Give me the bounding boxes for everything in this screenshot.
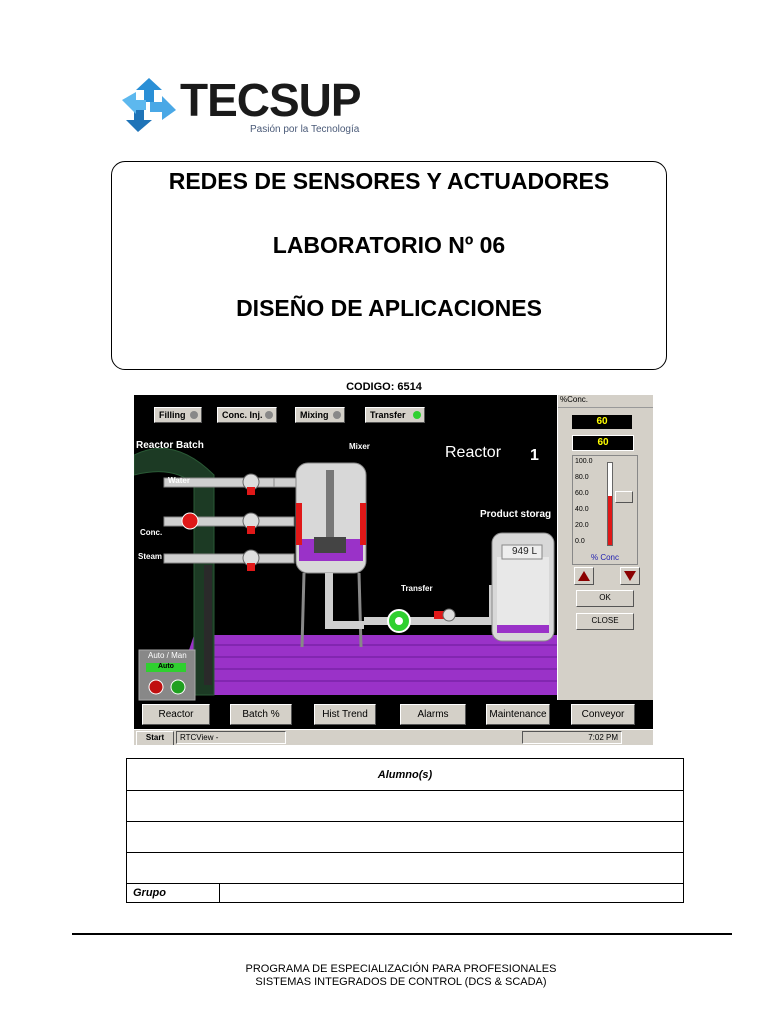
stage-button-label: Mixing (300, 410, 329, 420)
course-code: CODIGO: 6514 (346, 381, 422, 393)
tecsup-logo (118, 72, 378, 142)
logo-tagline: Pasión por la Tecnología (250, 124, 360, 135)
footer-divider (72, 933, 732, 935)
transfer-label: Transfer (401, 584, 433, 593)
gauge-tick: 20.0 (575, 522, 589, 529)
ok-button[interactable]: OK (576, 590, 634, 607)
nav-button-conveyor[interactable]: Conveyor (571, 704, 635, 725)
auto-man-label: Auto / Man (148, 651, 187, 660)
footer-course: SISTEMAS INTEGRADOS DE CONTROL (DCS & SCADA) (255, 976, 547, 988)
triangle-up-icon (575, 568, 593, 584)
status-led-icon (265, 411, 273, 419)
gauge-label: % Conc (590, 553, 619, 562)
gauge-tick: 100.0 (575, 458, 593, 465)
status-led-icon (333, 411, 341, 419)
student-row[interactable] (127, 791, 684, 822)
footer-program: PROGRAMA DE ESPECIALIZACIÓN PARA PROFESIONALES (245, 963, 557, 975)
lab-title: DISEÑO DE APLICACIONES (236, 295, 542, 321)
mixer-label: Mixer (349, 442, 370, 451)
gauge-tick: 40.0 (575, 506, 589, 513)
stage-button-label: Transfer (370, 410, 406, 420)
conc-setpoint-panel (557, 395, 653, 700)
conc-gauge (572, 455, 638, 565)
student-row[interactable] (127, 853, 684, 884)
group-label: Grupo (127, 884, 220, 903)
stage-button-transfer[interactable] (365, 407, 425, 423)
logo-wordmark: TECSUP (180, 74, 361, 126)
increase-button[interactable] (574, 567, 594, 585)
scada-screenshot (134, 395, 653, 745)
product-storage-label: Product storag (480, 509, 552, 520)
recycle-arrows-icon (118, 74, 180, 136)
start-button[interactable]: Start (136, 731, 174, 745)
taskbar-app[interactable]: RTCView - (176, 731, 286, 744)
lab-number: LABORATORIO Nº 06 (272, 232, 506, 258)
taskbar-clock: 7:02 PM (522, 731, 622, 744)
auto-indicator: Auto (158, 663, 174, 670)
tank-level-readout: 949 L (512, 546, 538, 557)
triangle-down-icon (621, 568, 639, 584)
conc-label: Conc. (140, 528, 163, 537)
stage-button-filling[interactable] (154, 407, 202, 423)
windows-taskbar (134, 729, 653, 745)
gauge-tick: 60.0 (575, 490, 589, 497)
reactor-batch-label: Reactor Batch (136, 440, 204, 451)
student-row[interactable] (127, 822, 684, 853)
steam-label: Steam (138, 552, 163, 561)
stage-button-mixing[interactable] (295, 407, 345, 423)
nav-button-alarms[interactable]: Alarms (400, 704, 466, 725)
title-box (111, 161, 667, 370)
panel-title: %Conc. (558, 395, 653, 408)
water-label: Water (168, 476, 190, 485)
gauge-tick: 80.0 (575, 474, 589, 481)
stage-button-conc-inj[interactable] (217, 407, 277, 423)
nav-button-batch-cond[interactable]: Batch % (230, 704, 292, 725)
stage-button-label: Filling (159, 410, 186, 420)
close-button[interactable]: CLOSE (576, 613, 634, 630)
decrease-button[interactable] (620, 567, 640, 585)
nav-button-reactor[interactable]: Reactor (142, 704, 210, 725)
nav-button-maintenance[interactable]: Maintenance (486, 704, 550, 725)
nav-button-hist-trend[interactable]: Hist Trend (314, 704, 376, 725)
gauge-tick: 0.0 (575, 538, 585, 545)
stage-button-label: Conc. Inj. (222, 410, 263, 420)
student-table (126, 758, 684, 903)
status-led-icon (413, 411, 421, 419)
setpoint-input[interactable]: 60 (572, 435, 634, 451)
group-value[interactable] (220, 884, 684, 903)
students-header: Alumno(s) (127, 759, 684, 791)
setpoint-readout: 60 (572, 415, 632, 429)
status-led-icon (190, 411, 198, 419)
reactor-label: Reactor (445, 444, 502, 461)
slider-handle[interactable] (615, 491, 633, 503)
gauge-fill (608, 496, 612, 545)
reactor-number: 1 (530, 447, 539, 464)
course-title: REDES DE SENSORES Y ACTUADORES (168, 168, 610, 194)
